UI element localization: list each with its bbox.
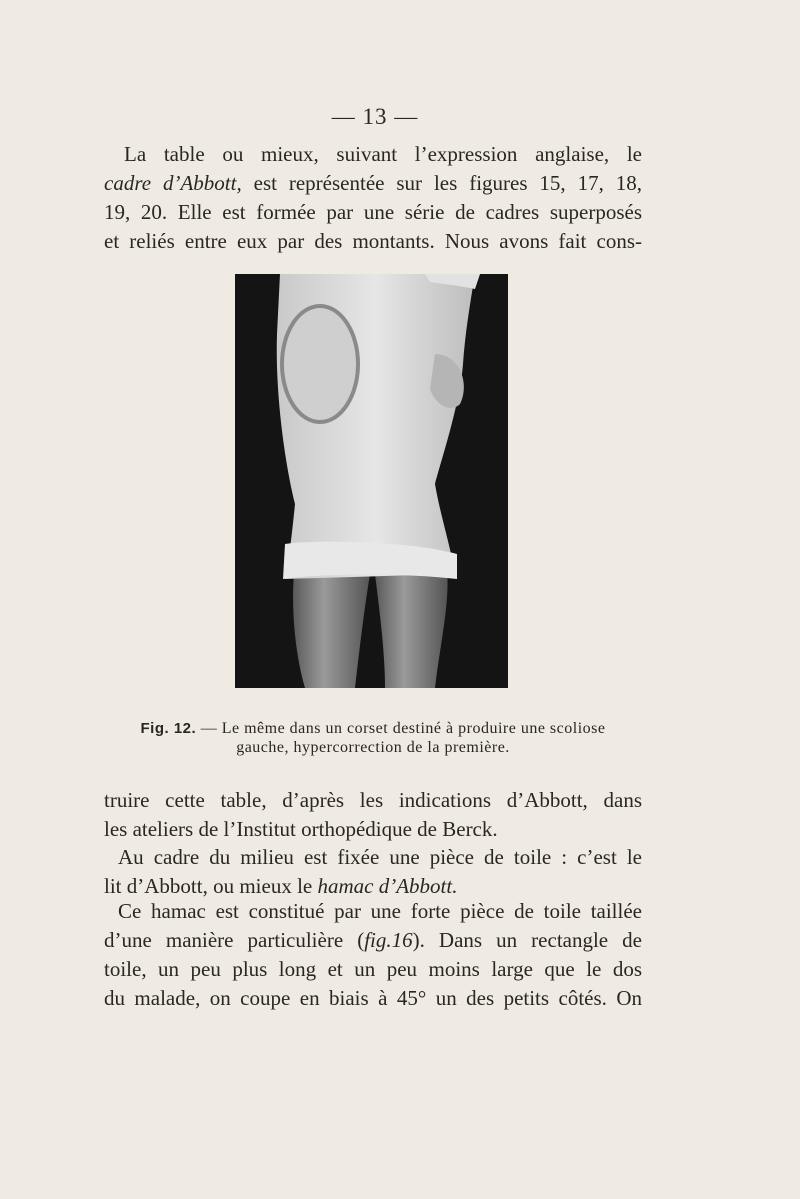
text-line: toile, un peu plus long et un peu moins large que le dos bbox=[104, 957, 642, 981]
italic-text: fig.16 bbox=[364, 928, 413, 952]
text-line: truire cette table, d’après les indications d’Abbott, dans bbox=[104, 788, 642, 812]
figure-photograph bbox=[235, 274, 508, 688]
text-span: d’une manière particulière ( bbox=[104, 928, 365, 952]
text-line: 19, 20. Elle est formée par une série de cadres superposés bbox=[104, 200, 642, 224]
text-span: ). Dans un rectangle de bbox=[412, 928, 642, 952]
caption-text: — Le même dans un corset destiné à produire une scoliose bbox=[196, 720, 606, 737]
paragraph-1 bbox=[104, 140, 642, 256]
figure-label: Fig. 12. bbox=[140, 720, 197, 737]
paragraph-4 bbox=[104, 897, 642, 1013]
corset-photo-illustration bbox=[235, 274, 508, 688]
text-line: Au cadre du milieu est fixée une pièce de toile : c’est le bbox=[118, 845, 642, 869]
caption-line bbox=[104, 719, 642, 738]
page-number: — 13 — bbox=[331, 104, 419, 129]
paragraph-2 bbox=[104, 786, 642, 844]
text-line: La table ou mieux, suivant l’expression anglaise, le bbox=[124, 142, 642, 166]
text-span: est représentée sur les figures 15, 17, 18, bbox=[241, 171, 643, 195]
italic-text: hamac d’Abbott. bbox=[317, 874, 458, 898]
text-line: et reliés entre eux par des montants. Nous avons fait cons- bbox=[104, 229, 642, 253]
text-line bbox=[104, 169, 642, 198]
text-line: du malade, on coupe en biais à 45° un des petits côtés. On bbox=[104, 986, 642, 1010]
caption-line: gauche, hypercorrection de la première. bbox=[236, 739, 510, 756]
text-line: les ateliers de l’Institut orthopédique de Berck. bbox=[104, 817, 498, 841]
figure-caption bbox=[104, 719, 642, 757]
text-line: Ce hamac est constitué par une forte pièce de toile taillée bbox=[118, 899, 642, 923]
text-line bbox=[104, 926, 642, 955]
paragraph-3 bbox=[104, 843, 642, 901]
italic-text: cadre d’Abbott, bbox=[104, 171, 242, 195]
text-span: lit d’Abbott, ou mieux le bbox=[104, 874, 318, 898]
